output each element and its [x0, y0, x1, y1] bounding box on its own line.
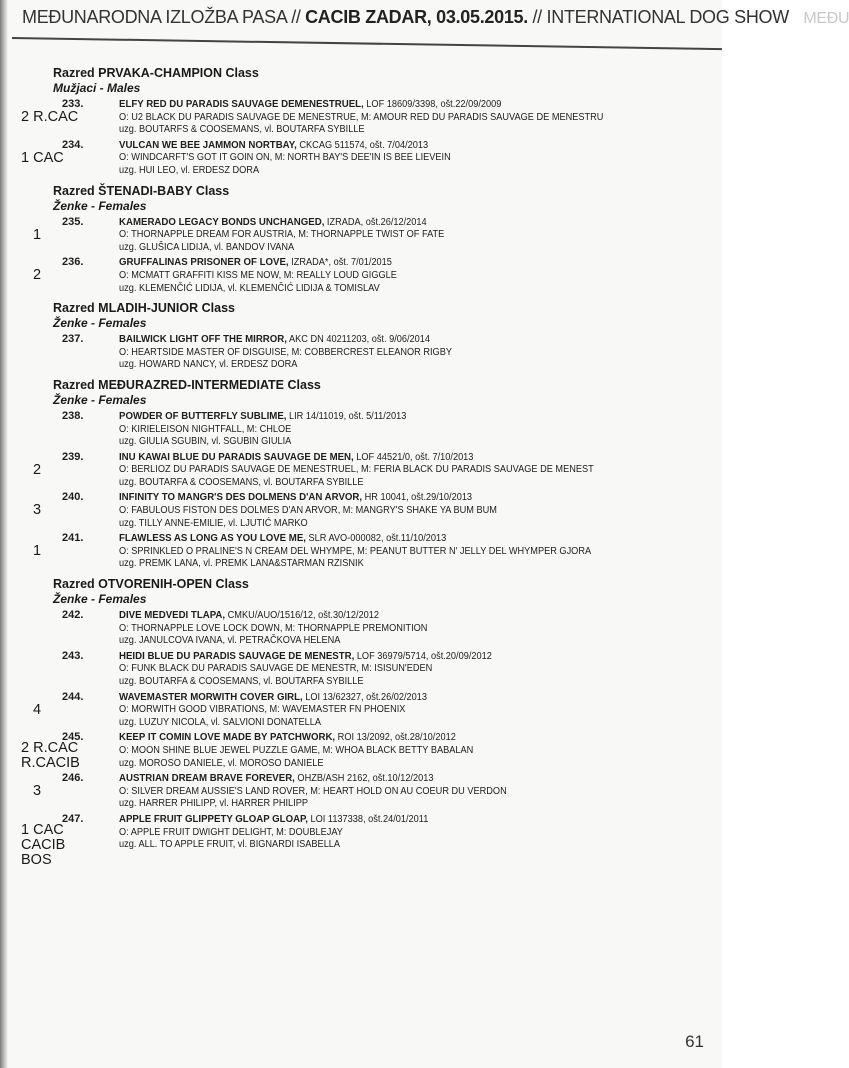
- breeder-owner-line: uzg. HARRER PHILIPP, vl. HARRER PHILIPP: [119, 798, 309, 810]
- parents-line: O: WINDCARFT'S GOT IT GOIN ON, M: NORTH BAY'S DEE'IN IS BEE LIEVEIN: [119, 152, 451, 164]
- entry-details: [119, 139, 674, 178]
- entry-title-line: [119, 772, 674, 786]
- registration-info: ROI 13/2092, ošt.28/10/2012: [335, 732, 456, 744]
- placement-mark: CACIB: [21, 836, 66, 853]
- parents-line: O: THORNAPPLE LOVE LOCK DOWN, M: THORNAPPLE PREMONITION: [119, 622, 428, 634]
- entry-details: [119, 410, 674, 449]
- placement-mark: 1 CAC: [21, 821, 64, 838]
- dog-name: VULCAN WE BEE JAMMON NORTBAY,: [119, 138, 297, 151]
- entry-details: [119, 609, 674, 648]
- entry-details: [119, 451, 674, 490]
- class-title: Razred ŠTENADI-BABY Class: [53, 183, 230, 198]
- page-header: [22, 7, 849, 37]
- class-subtitle: Ženke - Females: [53, 392, 147, 407]
- breeder-owner-line: uzg. GIULIA SGUBIN, vl. SGUBIN GIULIA: [119, 436, 292, 448]
- breeder-owner-line: uzg. GLUŠICA LIDIJA, vl. BANDOV IVANA: [119, 241, 295, 253]
- header-event: CACIB ZADAR, 03.05.2015.: [305, 7, 528, 27]
- catalog-number: 244.: [62, 690, 84, 703]
- registration-info: LOF 44521/0, ošt. 7/10/2013: [353, 451, 474, 463]
- breeder-owner-line: uzg. TILLY ANNE-EMILIE, vl. LJUTIĆ MARKO: [119, 517, 308, 529]
- breeder-owner-line: uzg. MOROSO DANIELE, vl. MOROSO DANIELE: [119, 757, 324, 769]
- placement-mark: 1: [33, 543, 42, 560]
- parents-line: O: FABULOUS FISTON DES DOLMES D'AN ARVOR, M: MANGRY'S SHAKE YA BUM BUM: [119, 505, 497, 517]
- entry-details: [119, 256, 674, 295]
- dog-name: DIVE MEDVEDI TLAPA,: [119, 609, 226, 622]
- parents-line: O: MCMATT GRAFFITI KISS ME NOW, M: REALLY LOUD GIGGLE: [119, 269, 397, 281]
- registration-info: LOI 1137338, ošt.24/01/2011: [307, 813, 429, 825]
- breeder-owner-line: uzg. ALL. TO APPLE FRUIT, vl. BIGNARDI ISABELLA: [119, 839, 341, 851]
- header-ghost-text: MEĐU: [803, 10, 849, 27]
- catalog-number: 235.: [62, 215, 84, 228]
- dog-entry: [21, 98, 722, 137]
- class-title: Razred MLADIH-JUNIOR Class: [53, 301, 235, 316]
- catalog-number: 233.: [62, 98, 84, 110]
- dog-name: POWDER OF BUTTERFLY SUBLIME,: [119, 409, 287, 422]
- placement-mark: R.CACIB: [21, 755, 80, 772]
- placement-mark: 2: [33, 267, 42, 284]
- class-title: Razred PRVAKA-CHAMPION Class: [53, 66, 259, 80]
- parents-line: O: THORNAPPLE DREAM FOR AUSTRIA, M: THORNAPPLE TWIST OF FATE: [119, 229, 445, 241]
- breeder-owner-line: uzg. JANULCOVA IVANA, vl. PETRAČKOVA HELENA: [119, 635, 341, 647]
- dog-entry: [21, 812, 722, 868]
- class-subtitle: Ženke - Females: [53, 592, 147, 607]
- class-subtitle: Mužjaci - Males: [53, 81, 141, 95]
- entry-title-line: [119, 650, 674, 664]
- placement-mark: 3: [33, 502, 42, 519]
- dog-name: KAMERADO LEGACY BONDS UNCHANGED,: [119, 215, 325, 228]
- entry-details: [119, 731, 674, 770]
- registration-info: SLR AVO-000082, ošt.11/10/2013: [305, 533, 447, 545]
- registration-info: HR 10041, ošt.29/10/2013: [362, 492, 473, 504]
- entry-title-line: [119, 98, 674, 112]
- class-title: Razred MEĐURAZRED-INTERMEDIATE Class: [53, 377, 321, 392]
- dog-entry: [33, 690, 722, 730]
- dog-name: GRUFFALINAS PRISONER OF LOVE,: [119, 256, 289, 269]
- dog-entry: [53, 333, 722, 372]
- dog-name: HEIDI BLUE DU PARADIS SAUVAGE DE MENESTR,: [119, 649, 355, 662]
- parents-line: O: SPRINKLED O PRALINE'S N CREAM DEL WHYMPE, M: PEANUT BUTTER N' JELLY DEL WHYMPER GJORA: [119, 545, 592, 557]
- entry-title-line: [119, 410, 674, 424]
- placement-mark: 1 CAC: [21, 149, 64, 166]
- catalog-number: 243.: [62, 649, 84, 662]
- breeder-owner-line: uzg. BOUTARFA & COOSEMANS, vl. BOUTARFA SYBILLE: [119, 676, 364, 687]
- registration-info: LOF 36979/5714, ošt.20/09/2012: [354, 650, 492, 662]
- breeder-owner-line: uzg. LUZUY NICOLA, vl. SALVIONI DONATELLA: [119, 716, 321, 728]
- class-listing: [0, 66, 722, 868]
- class-section: [53, 301, 722, 372]
- placement-mark: 3: [33, 783, 42, 800]
- dog-entry: [21, 138, 722, 178]
- parents-line: O: APPLE FRUIT DWIGHT DELIGHT, M: DOUBLEJAY: [119, 826, 343, 838]
- dog-name: ELFY RED DU PARADIS SAUVAGE DEMENESTRUEL,: [119, 98, 364, 110]
- entry-details: [119, 98, 674, 137]
- registration-info: CMKU/AUO/1516/12, ošt.30/12/2012: [225, 610, 380, 622]
- placement-mark: 1: [33, 226, 42, 243]
- entry-title-line: [119, 139, 674, 153]
- class-section: [21, 66, 722, 178]
- class-title: Razred OTVORENIH-OPEN Class: [53, 577, 249, 592]
- entry-title-line: [119, 256, 674, 270]
- entry-details: [119, 772, 674, 811]
- class-subtitle: Ženke - Females: [53, 316, 147, 331]
- parents-line: O: BERLIOZ DU PARADIS SAUVAGE DE MENESTRUEL, M: FERIA BLACK DU PARADIS SAUVAGE DE MENEST: [119, 464, 594, 476]
- header-prefix: MEĐUNARODNA IZLOŽBA PASA //: [22, 7, 301, 27]
- dog-entry: [33, 532, 722, 571]
- dog-name: KEEP IT COMIN LOVE MADE BY PATCHWORK,: [119, 731, 336, 744]
- catalog-number: 240.: [62, 491, 84, 504]
- entry-details: [119, 216, 674, 255]
- entry-title-line: [119, 813, 674, 827]
- entry-details: [119, 691, 674, 730]
- registration-info: IZRADA, ošt.26/12/2014: [324, 216, 427, 228]
- dog-entry: [33, 450, 722, 490]
- dog-entry: [33, 491, 722, 530]
- class-section: [33, 183, 722, 296]
- registration-info: CKCAG 511574, ošt. 7/04/2013: [296, 139, 429, 151]
- dog-entry: [53, 650, 722, 689]
- entry-details: [119, 491, 674, 530]
- dog-name: AUSTRIAN DREAM BRAVE FOREVER,: [119, 772, 295, 785]
- registration-info: LIR 14/11019, ošt. 5/11/2013: [286, 410, 407, 422]
- class-section: [21, 577, 722, 868]
- parents-line: O: HEARTSIDE MASTER OF DISGUISE, M: COBBERCREST ELEANOR RIGBY: [119, 346, 452, 358]
- placement-mark: 4: [33, 701, 42, 718]
- placement-mark: BOS: [21, 851, 52, 868]
- entry-title-line: [119, 731, 674, 745]
- breeder-owner-line: uzg. HOWARD NANCY, vl. ERDESZ DORA: [119, 359, 298, 371]
- dog-entry: [33, 772, 722, 811]
- registration-info: IZRADA*, ošt. 7/01/2015: [288, 257, 392, 269]
- breeder-owner-line: uzg. HUI LEO, vl. ERDESZ DORA: [119, 164, 260, 176]
- catalog-number: 246.: [62, 772, 84, 785]
- entry-title-line: [119, 451, 674, 465]
- catalog-number: 234.: [62, 138, 84, 151]
- entry-title-line: [119, 609, 674, 623]
- catalog-number: 238.: [62, 409, 84, 422]
- registration-info: AKC DN 40211203, ošt. 9/06/2014: [286, 334, 431, 346]
- entry-details: [119, 650, 674, 689]
- entry-details: [119, 532, 674, 571]
- dog-name: APPLE FRUIT GLIPPETY GLOAP GLOAP,: [119, 812, 308, 825]
- breeder-owner-line: uzg. BOUTARFS & COOSEMANS, vl. BOUTARFA SYBILLE: [119, 124, 365, 136]
- placement-mark: 2 R.CAC: [21, 109, 79, 125]
- entry-title-line: [119, 532, 674, 546]
- class-subtitle: Ženke - Females: [53, 198, 147, 213]
- catalog-number: 239.: [62, 450, 84, 463]
- dog-name: WAVEMASTER MORWITH COVER GIRL,: [119, 690, 303, 703]
- registration-info: LOF 18609/3398, ošt.22/09/2009: [363, 99, 502, 110]
- dog-entry: [53, 410, 722, 449]
- class-section: [33, 377, 722, 571]
- entry-details: [119, 813, 674, 852]
- parents-line: O: KIRIELEISON NIGHTFALL, M: CHLOE: [119, 423, 292, 435]
- catalog-number: 236.: [62, 256, 84, 269]
- catalog-number: 245.: [62, 731, 84, 744]
- parents-line: O: SILVER DREAM AUSSIE'S LAND ROVER, M: HEART HOLD ON AU COEUR DU VERDON: [119, 785, 507, 797]
- entry-title-line: [119, 216, 674, 230]
- placement-mark: 2: [33, 461, 42, 478]
- entry-title-line: [119, 333, 674, 347]
- catalog-number: 241.: [62, 532, 84, 545]
- entry-details: [119, 333, 674, 372]
- breeder-owner-line: uzg. KLEMENČIĆ LIDIJA, vl. KLEMENČIĆ LIDIJA & TOMISLAV: [119, 282, 380, 294]
- registration-info: LOI 13/62327, ošt.26/02/2013: [302, 691, 428, 703]
- parents-line: O: MORWITH GOOD VIBRATIONS, M: WAVEMASTER FN PHOENIX: [119, 704, 406, 716]
- dog-entry: [21, 731, 722, 772]
- catalog-number: 247.: [62, 812, 84, 825]
- parents-line: O: U2 BLACK DU PARADIS SAUVAGE DE MENESTRUE, M: AMOUR RED DU PARADIS SAUVAGE DE MENESTRU: [119, 111, 604, 123]
- dog-name: FLAWLESS AS LONG AS YOU LOVE ME,: [119, 532, 306, 545]
- parents-line: O: FUNK BLACK DU PARADIS SAUVAGE DE MENESTR, M: ISISUN'EDEN: [119, 663, 433, 675]
- dog-entry: [53, 609, 722, 648]
- header-rule: [12, 37, 722, 50]
- catalog-number: 237.: [62, 333, 84, 346]
- dog-entry: [33, 256, 722, 295]
- entry-title-line: [119, 691, 674, 705]
- dog-name: INU KAWAI BLUE DU PARADIS SAUVAGE DE MEN,: [119, 450, 354, 463]
- entry-title-line: [119, 491, 674, 505]
- page-number: 61: [685, 1032, 704, 1051]
- placement-mark: 2 R.CAC: [21, 740, 79, 757]
- parents-line: O: MOON SHINE BLUE JEWEL PUZZLE GAME, M: WHOA BLACK BETTY BABALAN: [119, 744, 474, 756]
- dog-entry: [33, 215, 722, 255]
- catalog-number: 242.: [62, 609, 84, 622]
- dog-name: INFINITY TO MANGR'S DES DOLMENS D'AN ARVOR,: [119, 491, 363, 504]
- breeder-owner-line: uzg. PREMK LANA, vl. PREMK LANA&STARMAN RZISNIK: [119, 558, 364, 570]
- header-suffix: // INTERNATIONAL DOG SHOW: [532, 7, 789, 27]
- dog-name: BAILWICK LIGHT OFF THE MIRROR,: [119, 333, 287, 346]
- registration-info: OHZB/ASH 2162, ošt.10/12/2013: [294, 773, 434, 785]
- breeder-owner-line: uzg. BOUTARFA & COOSEMANS, vl. BOUTARFA SYBILLE: [119, 476, 364, 488]
